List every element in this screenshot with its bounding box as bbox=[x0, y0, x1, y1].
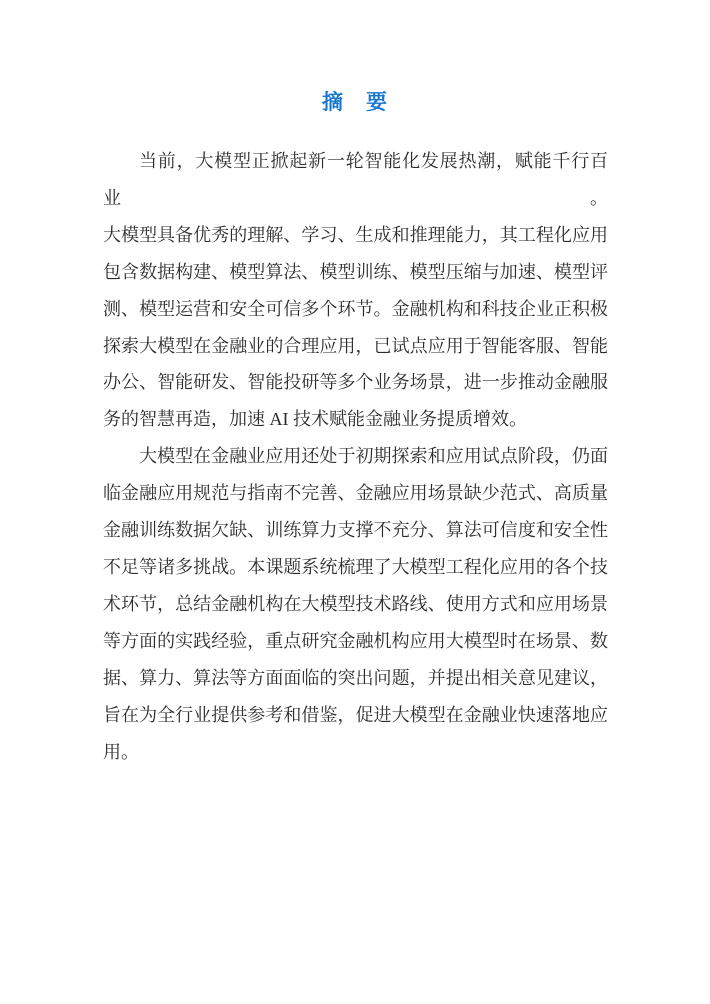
abstract-line: 探索大模型在金融业的合理应用，已试点应用于智能客服、智能 bbox=[103, 335, 608, 356]
abstract-line: 办公、智能研发、智能投研等多个业务场景，进一步推动金融服 bbox=[103, 372, 608, 393]
abstract-paragraph-1 bbox=[103, 143, 608, 438]
abstract-line: 用。 bbox=[103, 741, 139, 762]
abstract-line: 术环节，总结金融机构在大模型技术路线、使用方式和应用场景 bbox=[103, 593, 608, 614]
abstract-body bbox=[103, 143, 608, 770]
abstract-line: 当前，大模型正掀起新一轮智能化发展热潮，赋能千行百业。 bbox=[103, 151, 608, 208]
page-title: 摘 要 bbox=[322, 91, 388, 114]
abstract-line: 等方面的实践经验，重点研究金融机构应用大模型时在场景、数 bbox=[103, 630, 608, 651]
abstract-line: 大模型在金融业应用还处于初期探索和应用试点阶段，仍面 bbox=[139, 446, 608, 467]
abstract-line: 金融训练数据欠缺、训练算力支撑不充分、算法可信度和安全性 bbox=[103, 520, 608, 541]
abstract-line: 测、模型运营和安全可信多个环节。金融机构和科技企业正积极 bbox=[103, 298, 608, 319]
abstract-line: 旨在为全行业提供参考和借鉴，促进大模型在金融业快速落地应 bbox=[103, 704, 608, 725]
abstract-line: 务的智慧再造，加速 AI 技术赋能金融业务提质增效。 bbox=[103, 409, 527, 430]
abstract-line: 大模型具备优秀的理解、学习、生成和推理能力，其工程化应用 bbox=[103, 224, 608, 245]
abstract-line: 据、算力、算法等方面面临的突出问题，并提出相关意见建议， bbox=[103, 667, 608, 688]
abstract-paragraph-2 bbox=[103, 438, 608, 770]
abstract-line: 不足等诸多挑战。本课题系统梳理了大模型工程化应用的各个技 bbox=[103, 556, 608, 577]
abstract-line: 临金融应用规范与指南不完善、金融应用场景缺少范式、高质量 bbox=[103, 483, 608, 504]
abstract-line: 包含数据构建、模型算法、模型训练、模型压缩与加速、模型评 bbox=[103, 261, 608, 282]
